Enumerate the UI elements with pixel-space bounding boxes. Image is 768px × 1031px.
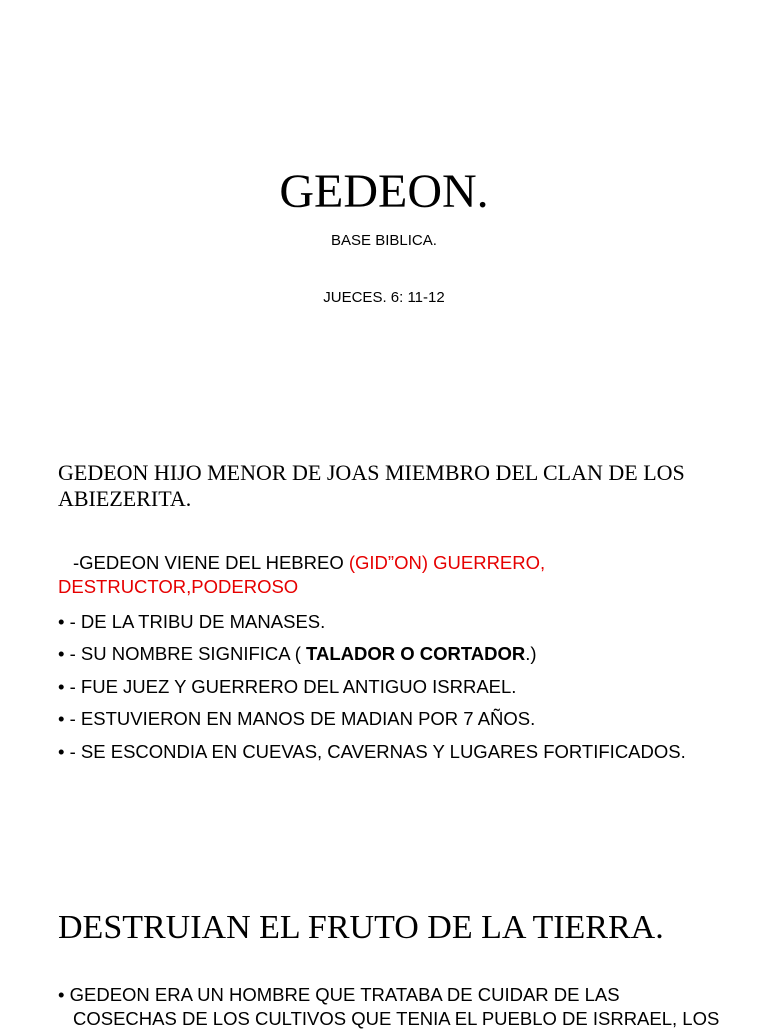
section-heading: DESTRUIAN EL FRUTO DE LA TIERRA. bbox=[58, 909, 664, 946]
scripture-reference: JUECES. 6: 11-12 bbox=[323, 289, 445, 306]
section-bullet-line: • GEDEON ERA UN HOMBRE QUE TRATABA DE CUIDAR DE LAS bbox=[58, 984, 620, 1005]
lead-line bbox=[58, 551, 718, 599]
list-item: • - SE ESCONDIA EN CUEVAS, CAVERNAS Y LUGARES FORTIFICADOS. bbox=[58, 740, 686, 762]
section-bullet-line: COSECHAS DE LOS CULTIVOS QUE TENIA EL PUEBLO DE ISRRAEL, LOS bbox=[73, 1008, 720, 1029]
list-item-bold: TALADOR O CORTADOR bbox=[306, 643, 526, 665]
subtitle-line: BASE BIBLICA. bbox=[331, 232, 437, 249]
bullet-list bbox=[58, 606, 748, 768]
list-item bbox=[58, 638, 748, 670]
slide-title: GEDEON. bbox=[279, 165, 489, 218]
lead-highlight: (GID”ON) GUERRERO, DESTRUCTOR,PODEROSO bbox=[58, 552, 546, 597]
list-item: • - DE LA TRIBU DE MANASES. bbox=[58, 611, 326, 632]
lead-prefix: -GEDEON VIENE DEL HEBREO bbox=[73, 552, 349, 573]
list-item-text: • - SU NOMBRE SIGNIFICA ( bbox=[58, 643, 307, 665]
list-item: • - ESTUVIERON EN MANOS DE MADIAN POR 7 AÑOS. bbox=[58, 708, 536, 730]
list-item-text: .) bbox=[525, 643, 537, 665]
intro-heading: GEDEON HIJO MENOR DE JOAS MIEMBRO DEL CLAN DE LOS ABIEZERITA. bbox=[58, 460, 685, 511]
list-item: • - FUE JUEZ Y GUERRERO DEL ANTIGUO ISRRAEL. bbox=[58, 675, 517, 697]
